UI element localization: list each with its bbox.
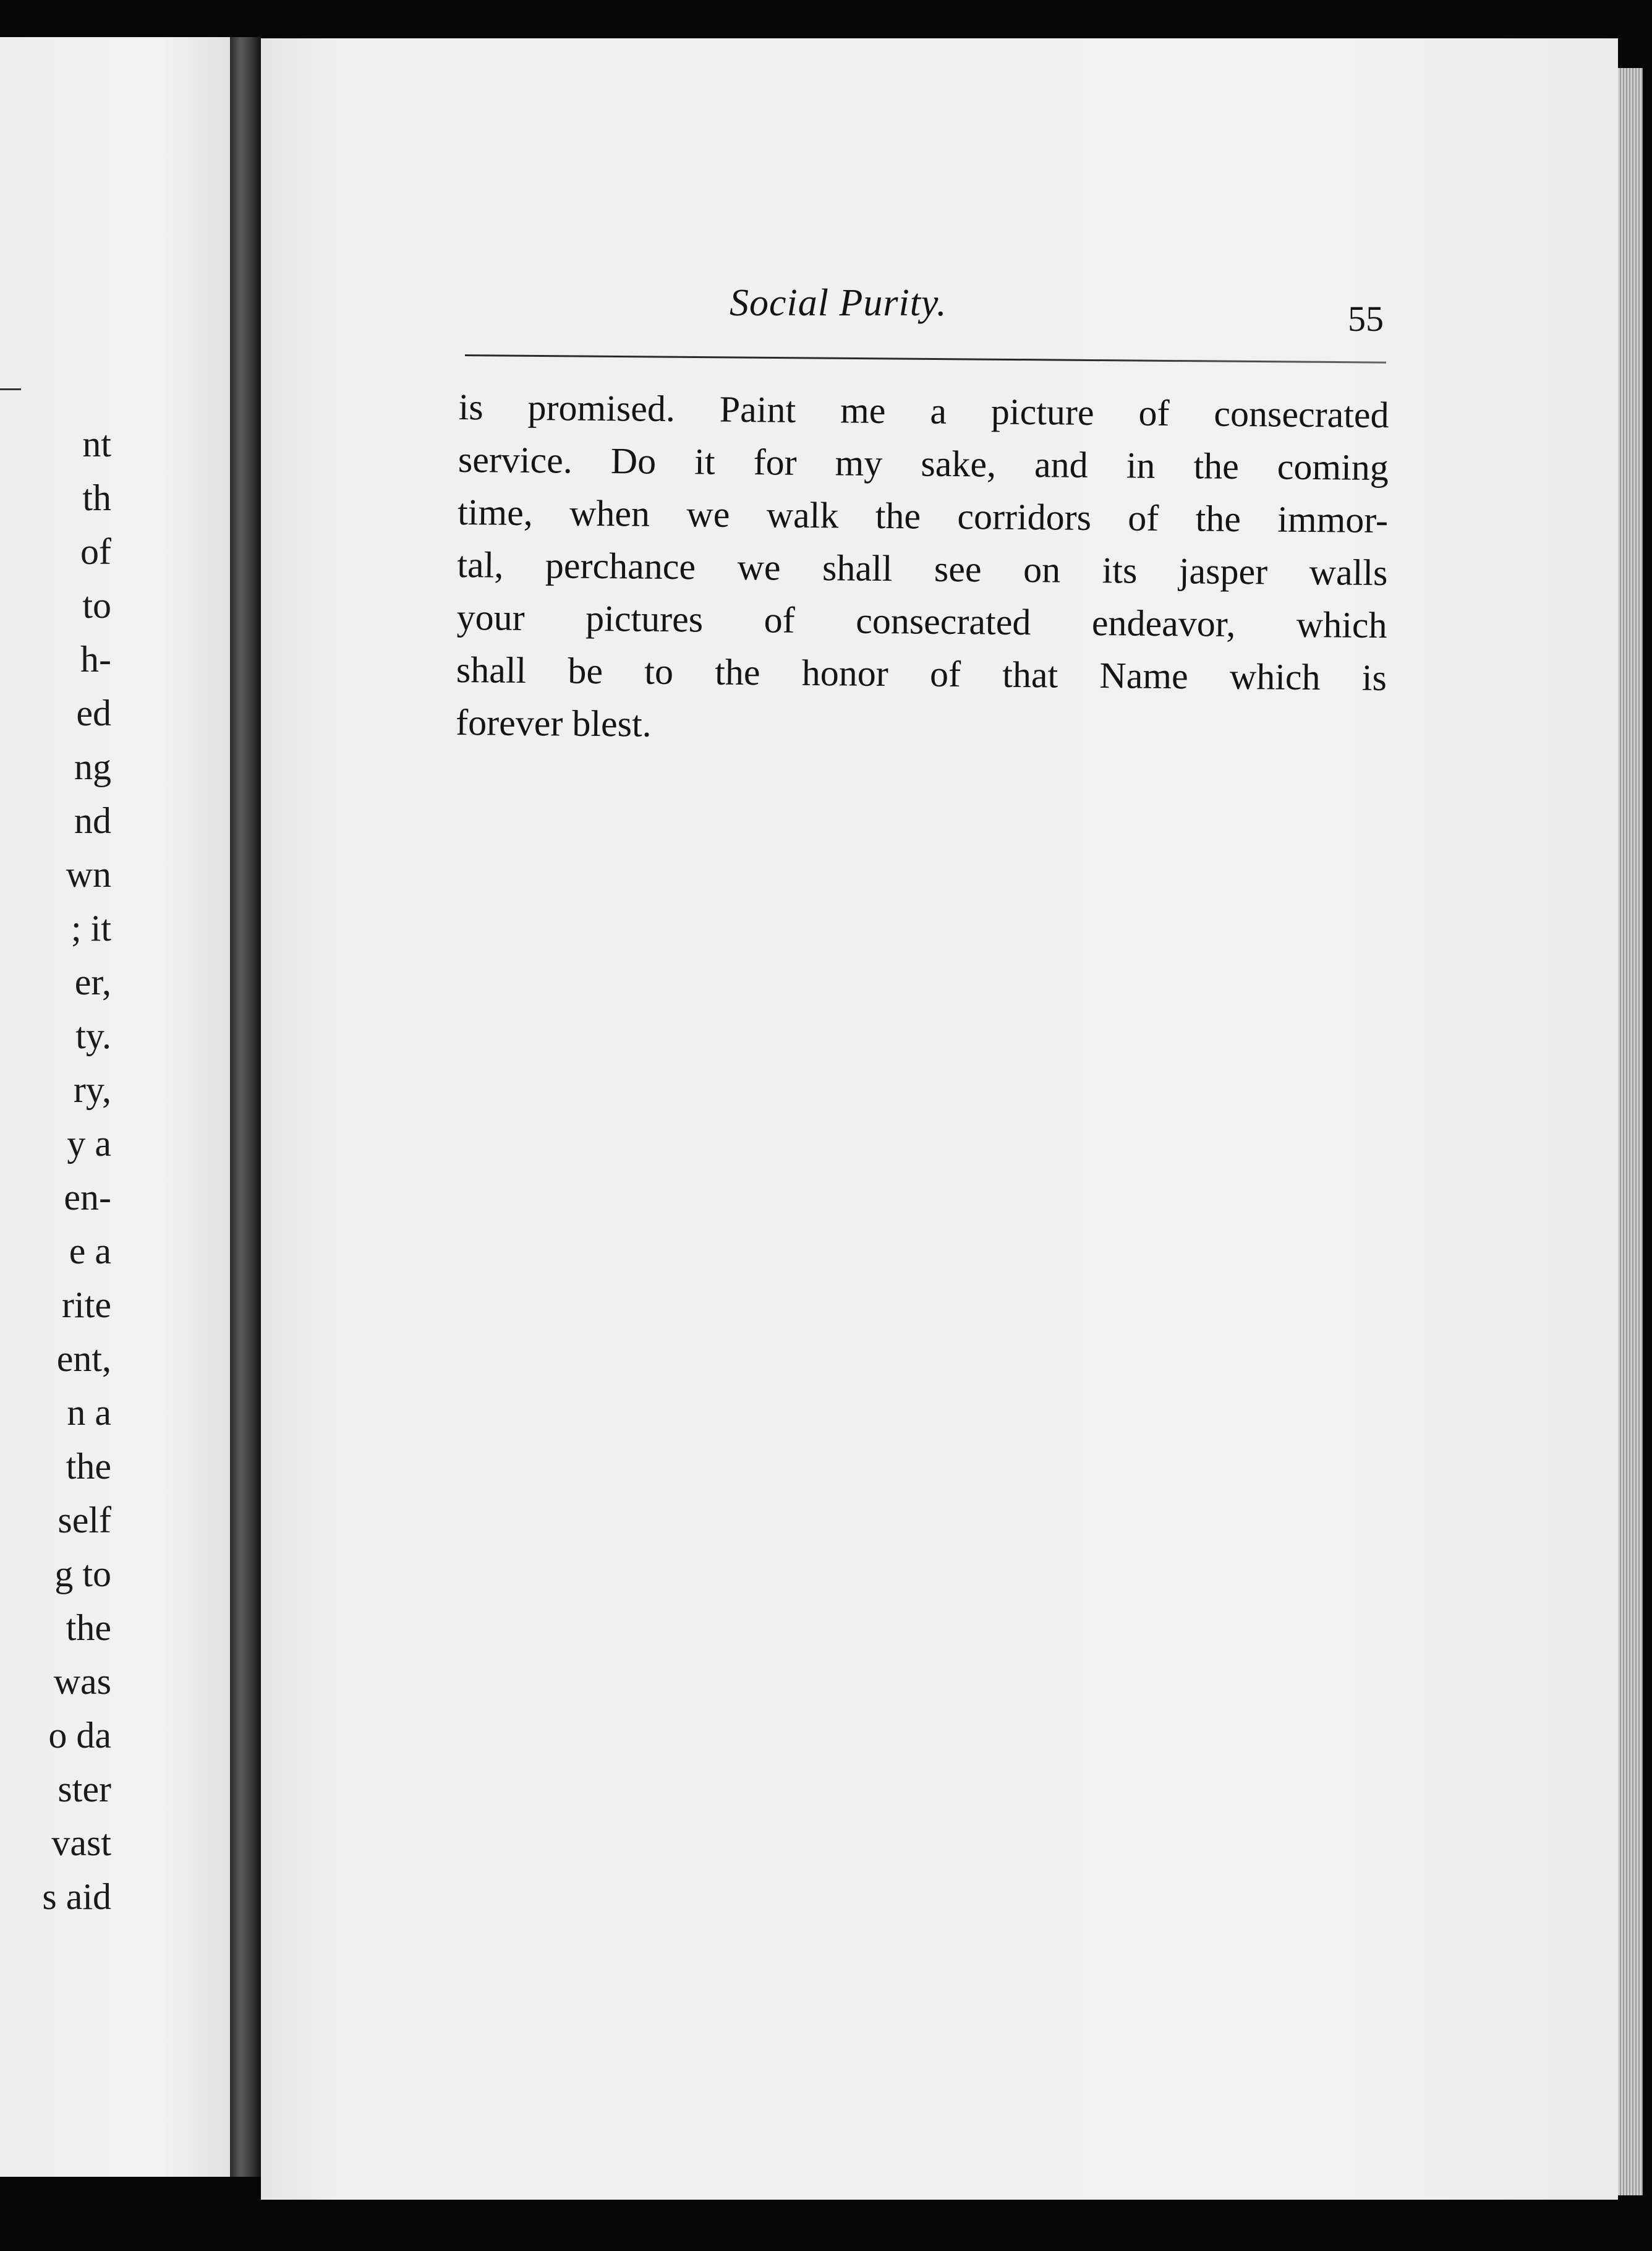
left-line-fragment: to <box>82 585 111 626</box>
text-line: is promised. Paint me a picture of consecrated <box>458 386 1389 436</box>
left-line-fragment: n a <box>67 1392 111 1433</box>
left-line-fragment: s aid <box>42 1876 111 1917</box>
running-title: Social Purity. <box>730 282 947 324</box>
left-line-fragment: rite <box>62 1284 111 1325</box>
left-line-fragment: nd <box>74 800 111 841</box>
text-line: service. Do it for my sake, and in the coming <box>458 438 1389 489</box>
right-page <box>261 38 1618 2200</box>
left-line-fragment: y a <box>67 1123 111 1164</box>
left-line-fragment: o da <box>48 1715 111 1756</box>
text-line: tal, perchance we shall see on its jasper walls <box>457 544 1388 594</box>
left-line-fragment: ; it <box>70 908 111 949</box>
left-line-fragment: ent, <box>56 1338 111 1379</box>
page-stack-edge <box>1618 68 1643 2195</box>
left-line-fragment: g to <box>54 1553 111 1594</box>
left-line-fragment: the <box>66 1607 111 1648</box>
text-line: time, when we walk the corridors of the immor- <box>457 491 1389 541</box>
left-page-text-fragments <box>0 417 111 1924</box>
left-line-fragment: was <box>53 1661 111 1702</box>
left-line-fragment: ty. <box>75 1015 111 1056</box>
left-line-fragment: e a <box>69 1231 111 1271</box>
left-page <box>0 37 230 2177</box>
left-line-fragment: ed <box>76 693 111 733</box>
left-line-fragment: ry, <box>73 1069 111 1110</box>
left-line-fragment: of <box>80 531 111 572</box>
left-line-fragment: self <box>57 1500 111 1540</box>
left-line-fragment: er, <box>74 962 111 1002</box>
left-line-fragment: nt <box>82 424 111 464</box>
left-page-header-rule <box>0 388 21 390</box>
left-line-fragment: vast <box>51 1822 111 1863</box>
left-line-fragment: ng <box>74 746 111 787</box>
page-number: 55 <box>1348 299 1384 339</box>
left-line-fragment: ster <box>57 1769 111 1809</box>
left-line-fragment: the <box>66 1446 111 1487</box>
left-line-fragment: wn <box>66 854 111 895</box>
text-line: forever blest. <box>455 701 652 745</box>
body-paragraph <box>456 381 1389 757</box>
text-line: shall be to the honor of that Name which is <box>456 649 1387 699</box>
left-line-fragment: en- <box>64 1177 111 1218</box>
book-binding-gutter <box>230 37 261 2177</box>
left-line-fragment: h- <box>80 639 111 680</box>
text-line: your pictures of consecrated endeavor, which <box>456 596 1387 646</box>
left-line-fragment: th <box>82 477 111 518</box>
